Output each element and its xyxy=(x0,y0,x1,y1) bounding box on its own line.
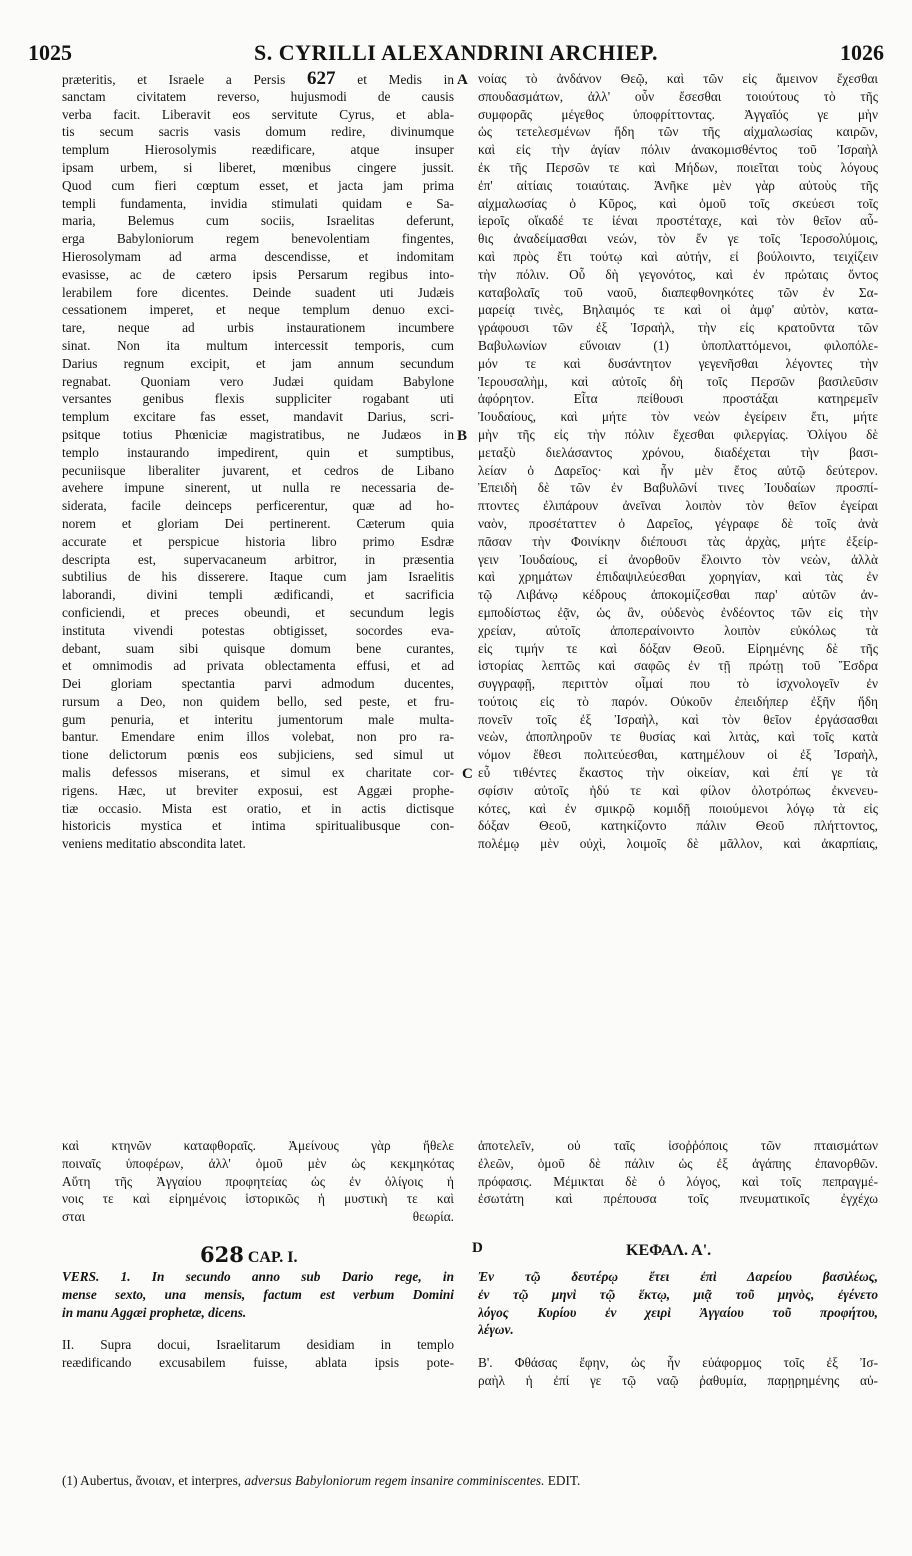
text-line: πονεῖν τοῖς ἐξ Ἰσραὴλ, καὶ τὸν θεῖον ἐργάσασθαι xyxy=(478,711,878,727)
margin-marker-a: A xyxy=(457,72,468,88)
text-line: sinat. Non ita multum intercessit temporis, cum xyxy=(62,337,454,353)
text-line: II. Supra docui, Israelitarum desidiam in templo xyxy=(62,1337,454,1352)
column-number-inline: 627 xyxy=(307,70,336,88)
verse-latin xyxy=(62,1268,454,1321)
page-number-right: 1026 xyxy=(840,40,884,65)
text-line: πρόφασις. Μέμικται δὲ ὁ λόγος, καὶ τοῖς πεπραγμέ- xyxy=(478,1173,878,1189)
text-line: ipsam urbem, si liberet, mœnibus cingere jussit. xyxy=(62,159,454,175)
continuation-row xyxy=(62,1155,878,1173)
text-line: καὶ εἰς τὴν ἁγίαν πόλιν ἀνακομισθέντος τοῦ Ἰσραὴλ xyxy=(478,142,878,158)
text-line: ἐλεῶν, ὁμοῦ δὲ πάλιν ὡς ἐξ ἀγάπης ἐπανορθῶν. xyxy=(478,1155,878,1171)
text-line: νόμον ἔθεσι πολιτεύεσθαι, κατημέλουν οἱ ἐξ Ἰσραὴλ, xyxy=(478,747,878,763)
text-line: καὶ χρημάτων ἐπιδαψιλεύεσθαι χορηγίαν, καὶ τὰς ἐν xyxy=(478,569,878,585)
text-line: τούτοις εἰς τὸ παρόν. Οὐκοῦν ἐπειδήπερ ἐξῆν ἤδη xyxy=(478,693,878,709)
text-line: χρείαν, αὐτοῖς ἀποπεραίνοιντο λοιπὸν εὐκόλως τὰ xyxy=(478,622,878,638)
latin-column xyxy=(62,70,454,853)
text-line: Dei gloriam spectantia parvi admodum ducentes, xyxy=(62,676,454,692)
text-line: ραὴλ ἡ ἐπί γε τῷ ναῷ ῥαθυμία, παρῃρημένης αὐ- xyxy=(478,1372,878,1388)
text-line: verba facit. Liberavit eos servitute Cyrus, et abla- xyxy=(62,106,454,122)
text-line: μεταξὺ διελάσαντος χρόνου, διαδέχεται τὴν βασι- xyxy=(478,444,878,460)
text-line: mense sexto, una mensis, factum est verbum Domini xyxy=(62,1286,454,1302)
text-line: πολέμῳ μὲν οὐχὶ, λοιμοῖς δὲ μᾶλλον, καὶ ἀκαρπίαις, xyxy=(478,836,878,852)
text-line: maria, Belemus cum sociis, Israelitas deferunt, xyxy=(62,213,454,229)
text-line: tiӕ occasio. Mista est oratio, et in actis dictisque xyxy=(62,800,454,816)
text-line: in manu Aggӕi prophetӕ, dicens. xyxy=(62,1304,247,1320)
text-line: subtilius de his disserere. Itaque cum jam Israelitis xyxy=(62,569,454,585)
continuation-row xyxy=(62,1137,878,1155)
text-line: Darius regnum excipit, et jam annum secundum xyxy=(62,355,454,371)
footnote-prefix: (1) Aubertus, ἄνοιαν, et interpres, xyxy=(62,1473,242,1488)
text-line: templum Hierosolymis reӕdificare, atque insuper xyxy=(62,142,454,158)
text-line: τὴν πόλιν. Οὗ δὴ γεγονότος, καὶ ἐν πρώταις ὄντος xyxy=(478,266,878,282)
text-line: ναὸν, προσέταττεν ὁ Δαρεῖος, γέγραφε δὲ τοῖς ἀνὰ xyxy=(478,515,878,531)
column-number: 628 xyxy=(200,1242,244,1267)
text-line: regnabat. Quoniam vero Judӕi quidam Babylone xyxy=(62,373,454,389)
text-line: ἱστορίας λεπτῶς καὶ σαφῶς ἐν τῇ πρώτῃ τοῦ Ἔσδρα xyxy=(478,658,878,674)
chapter-heading-latin xyxy=(200,1242,297,1267)
text-line: templi fundamenta, invidia stimulati quidam e Sa- xyxy=(62,195,454,211)
text-line: δόξαν Θεοῦ, κατηκίζοντο πάλιν Θεοῦ πλήττοντος, xyxy=(478,818,878,834)
text-line: ἀφόρητον. Εἶτα πείθουσι προστάξαι κατηρεμεῖν xyxy=(478,391,878,407)
text-line: νεὼν, ἀποπληροῦν τε θυσίας καὶ λιτὰς, καὶ τοῖς κατὰ xyxy=(478,729,878,745)
text-line: ἐπ' αἰτίαις τοιαύταις. Ἀνῆκε μὲν γὰρ αὐτοὺς τῆς xyxy=(478,177,878,193)
text-line: gum penuria, et interitu jumentorum male multa- xyxy=(62,711,454,727)
text-line: debant, suam sibi quisque domum bene curantes, xyxy=(62,640,454,656)
text-line: Ἱερουσαλὴμ, καὶ αὐτοῖς δὴ τοῖς Περσῶν βασιλεῦσιν xyxy=(478,373,878,389)
text-line: ἀποτελεῖν, οὐ ταῖς ἰσοῤῥόποις τῶν πταισμάτων xyxy=(478,1138,878,1153)
text-line: ἐσωτάτη καὶ πρέπουσα τοῖς πνευματικοῖς ἐγχέχω xyxy=(478,1191,878,1207)
text-line: καταβολαῖς τοῦ ναοῦ, διαπεφθονηκότες τῶν ἐν Σα- xyxy=(478,284,878,300)
text-line: instituta vivendi potestas obtigisset, socordes eva- xyxy=(62,622,454,638)
text-line xyxy=(62,70,454,88)
text-line: norem et gloriam Dei pertinerent. Cӕterum quia xyxy=(62,515,454,531)
text-line: Βαβυλωνίων εὔνοιαν (1) ὑποπλαττόμενοι, φιλοπόλε- xyxy=(478,337,878,353)
text-line: καὶ πρὸς ἔτι τούτῳ καὶ αὐτήν, εἰ βούλοιντο, τειχίζειν xyxy=(478,248,878,264)
text-line: historicis mystica et intima spiritualibusque con- xyxy=(62,818,454,834)
text-line: Αὕτη τῆς Ἀγγαίου προφητείας ὡς ἐν ὀλίγοις ἡ xyxy=(62,1173,454,1189)
text-line xyxy=(478,1208,878,1226)
continuation-row xyxy=(62,1208,878,1226)
text-line: erga Babyloniorum regem benevolentiam fingentes, xyxy=(62,231,454,247)
text-line: accurate et perspicue historia libro primo Esdrӕ xyxy=(62,533,454,549)
text-line: psitque totius Phœniciӕ magistratibus, ne Judӕos in xyxy=(62,426,454,442)
text-line: templo instaurando impedirent, quin et sumptibus, xyxy=(62,444,454,460)
text-line: Ἰουδαίους, καὶ μήτε τὸν νεὼν ἐγείρειν ἔτι, μήτε xyxy=(478,409,878,425)
text-line: pecuniisque liberaliter juvarent, et cedros de Libano xyxy=(62,462,454,478)
text-line: καὶ κτηνῶν καταφθοραῖς. Ἀμείνους γὰρ ἤθελε xyxy=(62,1138,454,1153)
continuation-row xyxy=(62,1173,878,1191)
text-line: λέγων. xyxy=(478,1322,514,1338)
text-line: πτοντες ἐλιπάρουν ἀνεῖναι λοιπὸν τὸν θεῖον ἐγείραι xyxy=(478,498,878,514)
chapter-heading-greek: ΚΕΦΑΛ. Α'. xyxy=(626,1242,712,1259)
text-line: rursum a Deo, non quidem bello, sed peste, et fru- xyxy=(62,693,454,709)
text-line: ἱεροῖς οἴκαδέ τε ἰέναι προστέταχε, καὶ τὸν θεῖον αὖ- xyxy=(478,213,878,229)
text-line: τῷ Λιβάνῳ κέδρους ἀποκομίζεσθαι παρ' αὐτῶν ἀν- xyxy=(478,587,878,603)
text-line: αἰχμαλωσίας ὁ Κῦρος, καὶ ὁμοῦ τοῖς σκεύεσι τοῖς xyxy=(478,195,878,211)
text-line: σπουδασμάτων, ἀλλ' οὖν ἔσεσθαι τοιούτους τὸ τῆς xyxy=(478,88,878,104)
text-line: σται θεωρία. xyxy=(62,1209,454,1225)
verse-greek xyxy=(478,1268,878,1339)
text-line: ὡς τετελεσμένων ἤδη τῶν τῆς αἰχμαλωσίας καιρῶν, xyxy=(478,124,878,140)
margin-marker-c: C xyxy=(462,766,473,782)
text-line: Β'. Φθάσας ἔφην, ὡς ἦν εὐάφορμος τοῖς ἐξ Ἰσ- xyxy=(478,1355,878,1370)
text-fragment: prӕteritis, et Israele a Persis xyxy=(62,72,308,87)
text-line: πᾶσαν τὴν Φοινίκην διέπουσι τὰς ἀρχὰς, μήτε ἐξείρ- xyxy=(478,533,878,549)
footnote xyxy=(62,1472,878,1490)
text-fragment: et Medis in xyxy=(335,72,454,87)
page-number-left: 1025 xyxy=(28,40,72,65)
text-line: siderata, facile deinceps perficerentur, quӕ ad ho- xyxy=(62,498,454,514)
text-line: sanctam civitatem reverso, hujusmodi de causis xyxy=(62,88,454,104)
text-line: Hierosolymam ad arma descendisse, et indomitam xyxy=(62,248,454,264)
greek-column xyxy=(478,70,878,853)
text-line: θις ἀναδείμασθαι νεών, τὸν ἔν γε τοῖς Ἱεροσολύμοις, xyxy=(478,231,878,247)
text-line: μόν τε καὶ δυσάντητον γεγενῆσθαι λέγοντες τὴν xyxy=(478,355,878,371)
footnote-editor: EDIT. xyxy=(547,1473,581,1488)
text-line: conficiendi, et preces obeundi, et secundum legis xyxy=(62,604,454,620)
text-line: lerabilem fore dicentes. Deinde suadent uti Judӕis xyxy=(62,284,454,300)
text-line: tis secum sacris vasis domum redire, divinumque xyxy=(62,124,454,140)
margin-marker-b: B xyxy=(457,428,468,444)
running-title: S. CYRILLI ALEXANDRINI ARCHIEP. xyxy=(253,40,659,65)
paragraph-two-greek xyxy=(478,1354,878,1390)
text-line: συμφορᾶς μέγεθος ὑποφρίττοντας. Ἀγγαῖός γε μὴν xyxy=(478,106,878,122)
text-line: μὴν τῆς εἰς τὴν πόλιν ἔχεσθαι φιλεργίας. Ὀλίγου δὲ xyxy=(478,426,878,442)
footnote-italic: adversus Babyloniorum regem insanire comminiscentes. xyxy=(244,1473,545,1488)
text-line: reӕdificando excusabilem fuisse, ablata ipsis pote- xyxy=(62,1354,454,1370)
text-line: μαρείᾳ τινὲς, Βηλαιμός τε καὶ οἱ ἀμφ' αὐτὸν, κατα- xyxy=(478,302,878,318)
text-line: versantes genibus flexis suppliciter rogabant uti xyxy=(62,391,454,407)
text-line: bantur. Emendare enim illos volebat, non pro ra- xyxy=(62,729,454,745)
text-line: λόγος Κυρίου ἐν χειρὶ Ἀγγαίου τοῦ προφήτου, xyxy=(478,1304,878,1320)
text-line: συγγραφῇ, περιττὸν οἶμαί που τὸ ἰσχνολογεῖν ἐν xyxy=(478,676,878,692)
text-line: tare, neque ad urbis instaurationem incumbere xyxy=(62,320,454,336)
text-line: εὖ τιθέντες ἕκαστος τὴν οἰκείαν, καὶ ἐπί γε τὰ xyxy=(478,765,878,781)
text-line: ἐν τῷ μηνὶ τῷ ἕκτῳ, μιᾷ τοῦ μηνὸς, ἐγένετο xyxy=(478,1286,878,1302)
text-line: ποιναῖς ὑποφέρων, ἀλλ' ὁμοῦ μὲν ὡς κεκμηκότας xyxy=(62,1155,454,1171)
text-line: tione delictorum pœnis eos subjiciens, sed simul ut xyxy=(62,747,454,763)
text-line: laborandi, divini templi ӕdificandi, et sacrificia xyxy=(62,587,454,603)
text-line: εἰς τιμήν τε καὶ δόξαν Θεοῦ. Εἰρημένης δὲ τῆς xyxy=(478,640,878,656)
text-line: Ἐν τῷ δευτέρῳ ἔτει ἐπὶ Δαρείου βασιλέως, xyxy=(478,1269,878,1284)
text-line: descripta est, supervacaneum arbitror, in prӕsentia xyxy=(62,551,454,567)
text-line: κότες, καὶ ἐν σμικρῷ κομιδῇ ποιούμενοι λόγῳ τὰ εἰς xyxy=(478,800,878,816)
margin-marker-d: D xyxy=(472,1240,483,1256)
text-line: νοις τε καὶ εἰρημένοις ἱστορικῶς ἡ μυστικὴ τε καὶ xyxy=(62,1191,454,1207)
text-line: cessationem imperet, et neque templum denuo exci- xyxy=(62,302,454,318)
text-line: templum excitare fas esset, mandavit Darius, scri- xyxy=(62,409,454,425)
text-line: evasisse, ac de cӕtero ipsis Persarum regibus into- xyxy=(62,266,454,282)
text-line: et omnimodis ad privata oblectamenta effusi, et ad xyxy=(62,658,454,674)
text-line: rigens. Hӕc, ut breviter exposui, est Aggӕi prophe- xyxy=(62,782,454,798)
text-line: σφίσιν αὐτοῖς ἡδύ τε καὶ φίλον ὁλοτρόπως ἐκνενευ- xyxy=(478,782,878,798)
text-line: λείαν ὁ Δαρεῖος· καὶ ἦν μὲν ἔτος αὐτῷ δεύτερον. xyxy=(478,462,878,478)
text-line: malis defessos miserans, et simul ex charitate cor- xyxy=(62,765,454,781)
text-line: εμποδίστως ἐᾷν, ὡς ἂν, οὐδενὸς ἐνδέοντος τῶν εἰς τὴν xyxy=(478,604,878,620)
text-line: VERS. 1. In secundo anno sub Dario rege, in xyxy=(62,1269,454,1284)
continuation-lines xyxy=(62,1137,878,1226)
text-line: γράφουσι τῶν ἐξ Ἰσραὴλ, τὴν εἰς κρατοῦντα τῶν xyxy=(478,320,878,336)
chapter-label-latin: CAP. I. xyxy=(247,1249,298,1266)
text-line: Ἐπειδὴ δὲ τῶν ἐν Βαβυλῶνί τινες Ἰουδαίων προσπί- xyxy=(478,480,878,496)
text-line: Quod cum fieri cœptum esset, et jacta jam prima xyxy=(62,177,454,193)
text-line: veniens meditatio abscondita latet. xyxy=(62,836,246,852)
continuation-row xyxy=(62,1190,878,1208)
text-line: avehere impune sinerent, ut nulla re necessaria de- xyxy=(62,480,454,496)
text-line: γειν Ἰουδαίους, εἰ ἀνορθοῦν ἕλοιντο τὸν νεὼν, ἀλλὰ xyxy=(478,551,878,567)
text-line: νοίας τὸ ἀνδάνον Θεῷ, καὶ τῶν εἰς ἄμεινον ἔχεσθαι xyxy=(478,71,878,86)
page-header xyxy=(28,40,884,70)
text-line: ἐκ τῆς Περσῶν τε καὶ Μήδων, ποιεῖται τοὺς λόγους xyxy=(478,159,878,175)
paragraph-two-latin xyxy=(62,1336,454,1372)
